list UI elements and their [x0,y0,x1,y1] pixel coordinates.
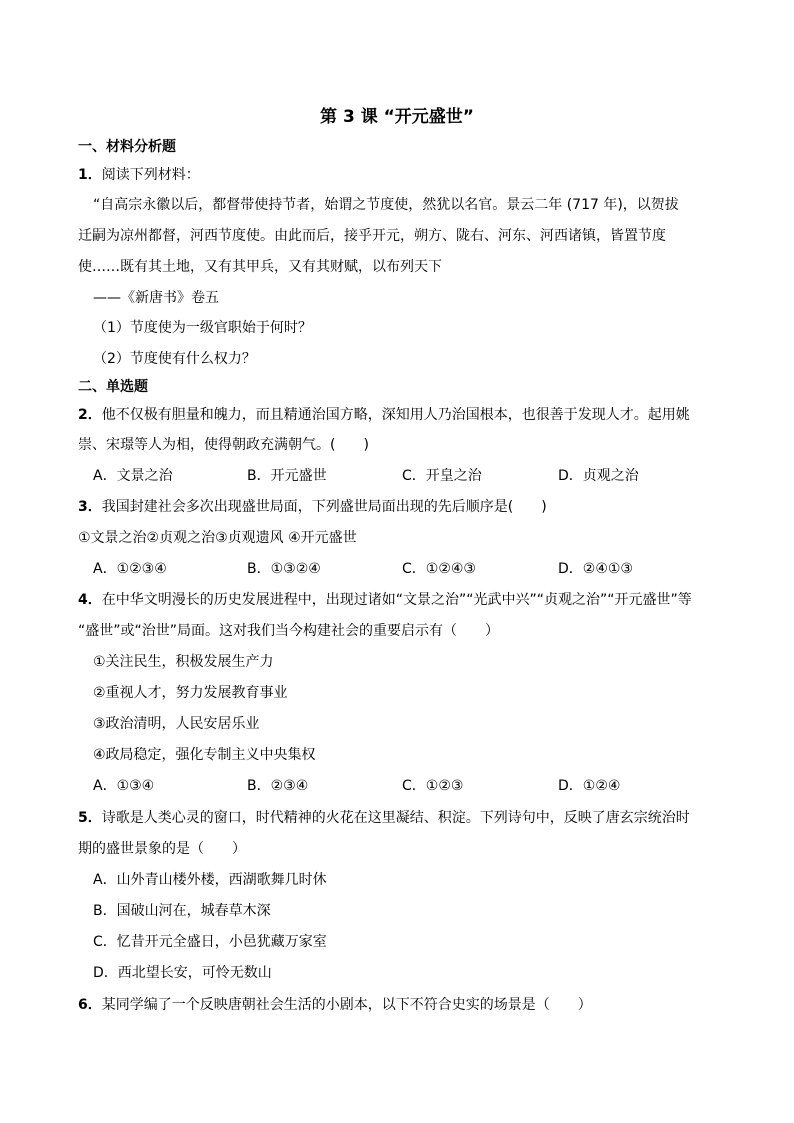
question-4-text-line-1: 在中华文明漫长的历史发展进程中，出现过诸如“文景之治”“光武中兴”“贞观之治”“开元盛世”等 [101,592,692,608]
question-3-items: ①文景之治②贞观之治③贞观遗风 ④开元盛世 [78,530,357,546]
question-3-option-b[interactable]: B．①③②④ [247,561,321,577]
question-2-option-d[interactable]: D．贞观之治 [558,468,639,484]
material-line-1: “自高宗永徽以后，都督带使持节者，始谓之节度使，然犹以名官。景云二年 (717 年)，以贺拔 [93,197,679,213]
question-2-text-line-1: 他不仅极有胆量和魄力，而且精通治国方略，深知用人乃治国根本，也很善于发现人才。起用姚 [101,407,690,423]
question-6-number: 6． [78,997,102,1013]
question-2-text-line-2: 崇、宋璟等人为相，使得朝政充满朝气。( ) [78,437,369,453]
question-6-stem [78,995,592,1015]
question-3-text: 我国封建社会多次出现盛世局面，下列盛世局面出现的先后顺序是( ) [101,499,547,515]
question-1-stem [78,165,200,185]
material-line-2: 迁嗣为凉州都督，河西节度使。由此而后，接乎开元，朔方、陇右、河东、河西诸镇，皆置节度 [78,228,666,244]
question-4-option-a[interactable]: A．①③④ [93,778,155,794]
sub-question-2: （2）节度使有什么权力？ [93,351,256,367]
question-3-number: 3． [78,499,102,515]
question-5-option-d[interactable]: D．西北望长安，可怜无数山 [93,965,272,981]
question-5-text-line-2: 期的盛世景象的是（ ） [78,841,246,857]
question-4-item-2: ②重视人才，努力发展教育事业 [93,685,288,701]
question-2-number: 2． [78,407,102,423]
question-5-number: 5． [78,810,102,826]
sub-question-1: （1）节度使为一级官职始于何时？ [93,320,312,336]
question-4-number: 4． [78,592,102,608]
question-4-item-4: ④政局稳定，强化专制主义中央集权 [93,747,316,763]
question-4-option-b[interactable]: B．②③④ [247,778,309,794]
question-5-option-b[interactable]: B．国破山河在，城春草木深 [93,903,271,919]
question-4-item-1: ①关注民生，积极发展生产力 [93,654,274,670]
question-2-stem [78,405,690,425]
section-heading-single-choice: 二、单选题 [78,379,148,395]
question-4-item-3: ③政治清明，人民安居乐业 [93,716,260,732]
question-2-option-a[interactable]: A．文景之治 [93,468,173,484]
material-line-3: 使……既有其土地，又有其甲兵，又有其财赋，以布列天下 [78,259,442,275]
question-6-text: 某同学编了一个反映唐朝社会生活的小剧本，以下不符合史实的场景是（ ） [101,997,592,1013]
question-3-option-a[interactable]: A．①②③④ [93,561,167,577]
page-title: 第 3 课 “开元盛世” [320,107,474,127]
question-3-option-c[interactable]: C．①②④③ [402,561,476,577]
question-5-stem [78,808,690,828]
question-2-option-b[interactable]: B．开元盛世 [247,468,327,484]
question-1-number: 1． [78,167,102,183]
question-3-option-d[interactable]: D．②④①③ [558,561,633,577]
section-heading-material: 一、材料分析题 [78,139,176,155]
question-5-text-line-1: 诗歌是人类心灵的窗口，时代精神的火花在这里凝结、积淀。下列诗句中，反映了唐玄宗统治时 [101,810,690,826]
question-5-option-a[interactable]: A．山外青山楼外楼，西湖歌舞几时休 [93,872,327,888]
question-4-option-c[interactable]: C．①②③ [402,778,464,794]
question-4-text-line-2: “盛世”或“治世”局面。这对我们当今构建社会的重要启示有（ ） [78,623,500,639]
material-source: ——《新唐书》卷五 [93,290,219,306]
question-1-text: 阅读下列材料： [101,167,200,183]
question-4-option-d[interactable]: D．①②④ [558,778,621,794]
question-4-stem [78,590,692,610]
question-2-option-c[interactable]: C．开皇之治 [402,468,482,484]
question-5-option-c[interactable]: C．忆昔开元全盛日，小邑犹藏万家室 [93,934,327,950]
question-3-stem [78,497,547,517]
